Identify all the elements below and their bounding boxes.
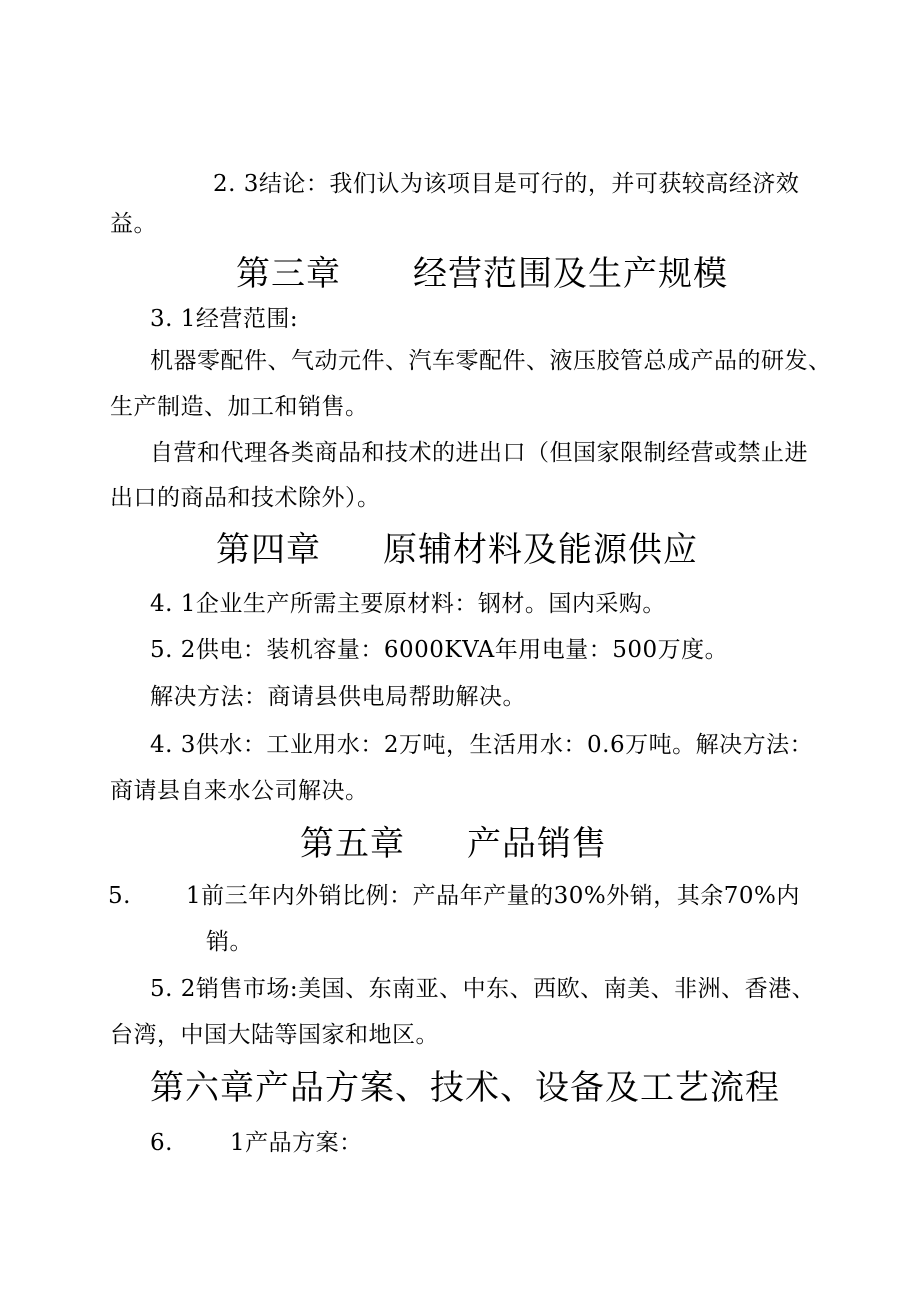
ch5-paragraph-1a: 1前三年内外销比例：产品年产量的30%外销，其余70%内 xyxy=(186,883,800,909)
chapter-3-title: 经营范围及生产规模 xyxy=(413,254,728,294)
ch3-paragraph-3b: 出口的商品和技术除外）。 xyxy=(110,485,381,511)
conclusion-line-1: 2. 3结论：我们认为该项目是可行的，并可获较高经济效 xyxy=(213,171,800,197)
chapter-3-heading xyxy=(236,252,728,296)
chapter-4-number: 第四章 xyxy=(216,530,321,570)
ch4-paragraph-3: 解决方法：商请县供电局帮助解决。 xyxy=(150,684,526,710)
ch6-paragraph-1-number: 6. xyxy=(150,1130,173,1156)
chapter-5-title: 产品销售 xyxy=(467,824,607,864)
ch3-paragraph-2b: 生产制造、加工和销售。 xyxy=(110,394,369,420)
chapter-5-number: 第五章 xyxy=(300,824,405,864)
ch4-paragraph-4b: 商请县自来水公司解决。 xyxy=(110,778,369,804)
chapter-4-heading xyxy=(216,528,698,572)
ch3-paragraph-1: 3. 1经营范围: xyxy=(150,306,299,332)
chapter-5-heading xyxy=(300,822,607,866)
conclusion-line-2: 益。 xyxy=(110,211,157,237)
ch4-paragraph-1: 4. 1企业生产所需主要原材料：钢材。国内采购。 xyxy=(150,591,666,617)
ch3-paragraph-2a: 机器零配件、气动元件、汽车零配件、液压胶管总成产品的研发、 xyxy=(150,348,832,374)
ch3-paragraph-3a: 自营和代理各类商品和技术的进出口（但国家限制经营或禁止进 xyxy=(150,440,808,466)
ch5-paragraph-1-number: 5. xyxy=(108,883,131,909)
chapter-6-heading: 第六章产品方案、技术、设备及工艺流程 xyxy=(150,1068,780,1108)
ch6-paragraph-1: 1产品方案： xyxy=(230,1130,363,1156)
ch5-paragraph-1b: 销。 xyxy=(206,929,253,955)
chapter-3-number: 第三章 xyxy=(236,254,341,294)
ch5-paragraph-2a: 5. 2销售市场:美国、东南亚、中东、西欧、南美、非洲、香港、 xyxy=(150,976,816,1002)
chapter-4-title: 原辅材料及能源供应 xyxy=(383,530,698,570)
ch4-paragraph-2: 5. 2供电：装机容量：6000KVA年用电量：500万度。 xyxy=(150,637,729,663)
ch5-paragraph-2b: 台湾，中国大陆等国家和地区。 xyxy=(110,1022,439,1048)
ch4-paragraph-4a: 4. 3供水：工业用水：2万吨，生活用水：0.6万吨。解决方法： xyxy=(150,732,814,758)
